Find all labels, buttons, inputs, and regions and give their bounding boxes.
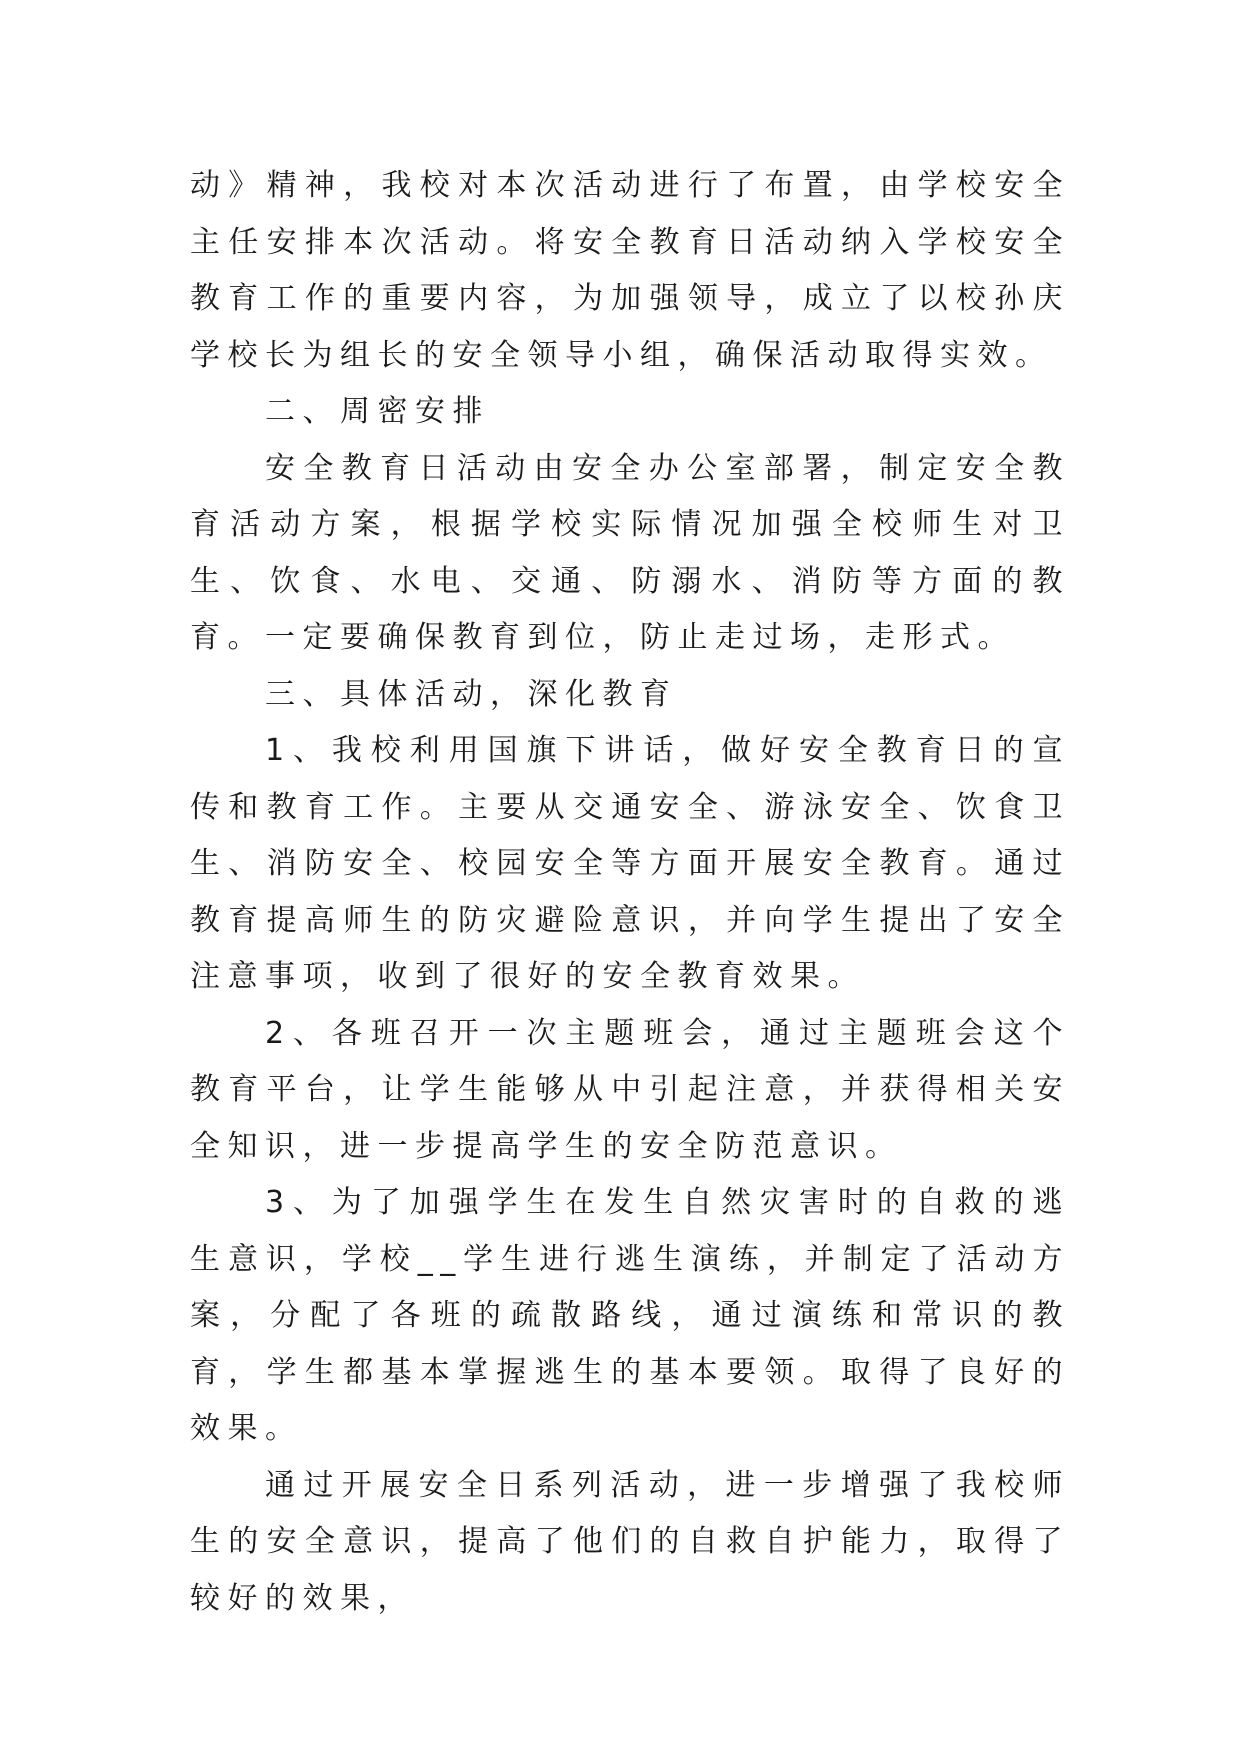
paragraph-summary: 通过开展安全日系列活动，进一步增强了我校师生的安全意识，提高了他们的自救自护能力，取得了较好的效果， bbox=[190, 1467, 1070, 1616]
section-heading-arrangement: 二、周密安排 bbox=[265, 394, 490, 429]
paragraph-item-2: 2、各班召开一次主题班会，通过主题班会这个教育平台，让学生能够从中引起注意，并获得相关安全知识，进一步提高学生的安全防范意识。 bbox=[190, 1015, 1070, 1164]
paragraph-continuation: 动》精神，我校对本次活动进行了布置，由学校安全主任安排本次活动。将安全教育日活动纳入学校安全教育工作的重要内容，为加强领导，成立了以校孙庆学校长为组长的安全领导小组，确保活动取得实效。 bbox=[190, 168, 1070, 373]
paragraph-item-3: 3、为了加强学生在发生自然灾害时的自救的逃生意识，学校__学生进行逃生演练，并制定了活动方案，分配了各班的疏散路线，通过演练和常识的教育，学生都基本掌握逃生的基本要领。取得了良好的效果。 bbox=[190, 1185, 1070, 1446]
document-body bbox=[190, 158, 1070, 1627]
paragraph-arrangement: 安全教育日活动由安全办公室部署，制定安全教育活动方案，根据学校实际情况加强全校师生对卫生、饮食、水电、交通、防溺水、消防等方面的教育。一定要确保教育到位，防止走过场，走形式。 bbox=[190, 450, 1070, 655]
paragraph-item-1: 1、我校利用国旗下讲话，做好安全教育日的宣传和教育工作。主要从交通安全、游泳安全、饮食卫生、消防安全、校园安全等方面开展安全教育。通过教育提高师生的防灾避险意识，并向学生提出了安全注意事项，收到了很好的安全教育效果。 bbox=[190, 733, 1070, 994]
section-heading-activities: 三、具体活动，深化教育 bbox=[265, 676, 678, 712]
